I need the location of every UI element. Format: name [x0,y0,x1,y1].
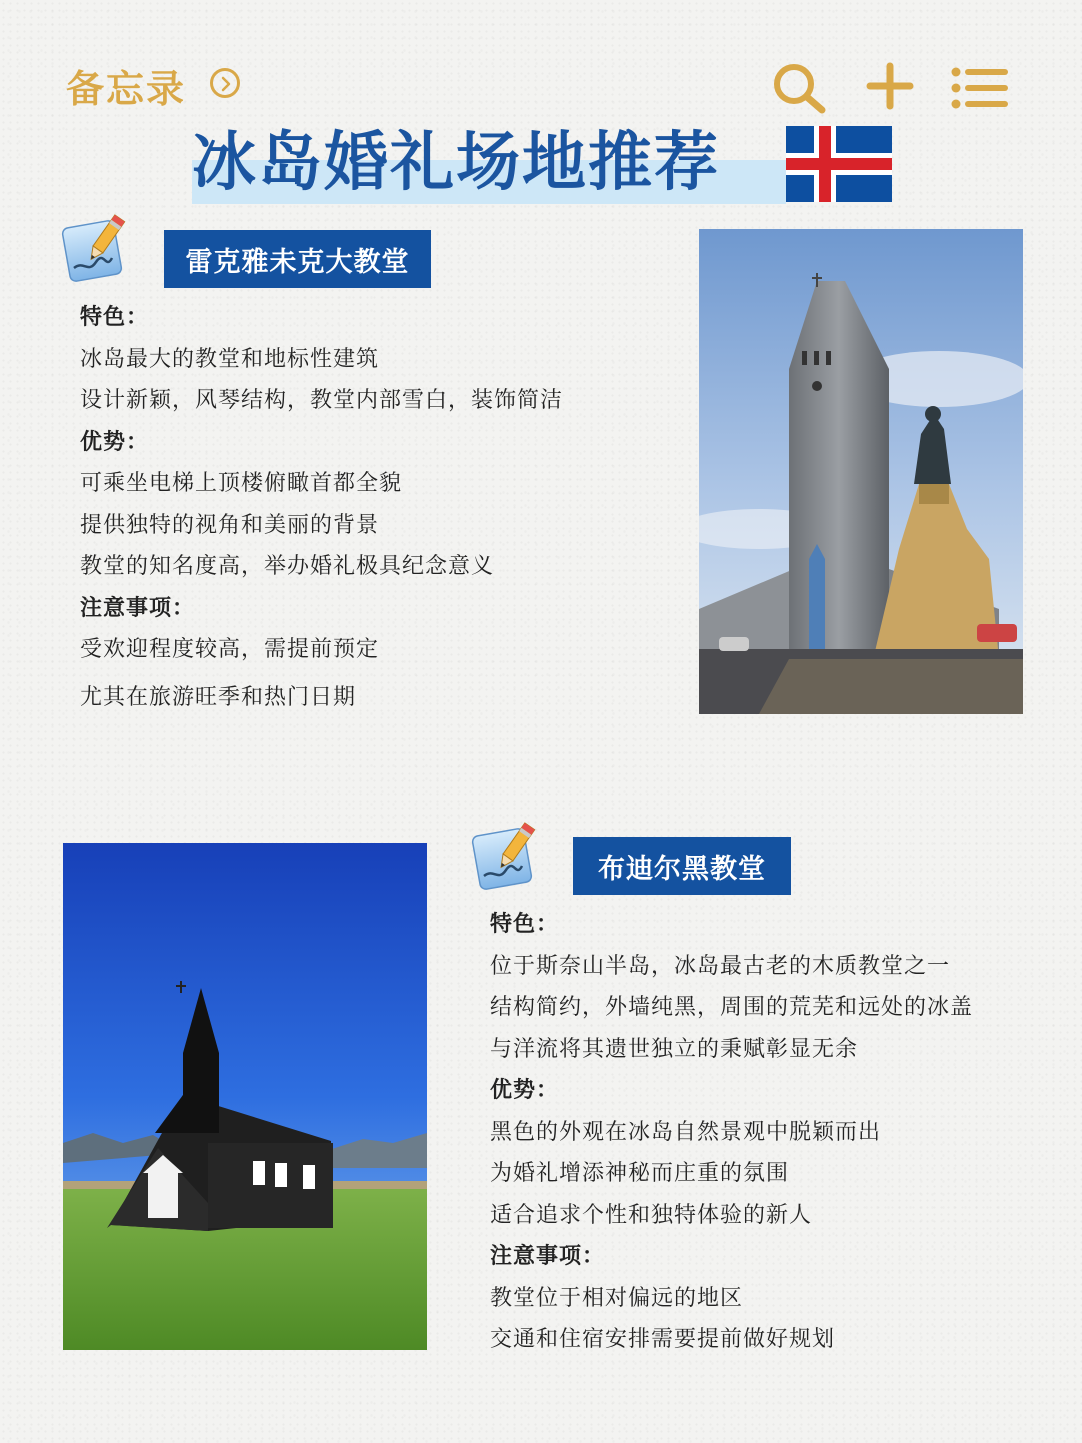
section1-text [80,297,563,718]
notes-heading: 注意事项： [80,595,196,621]
page-title: 冰岛婚礼场地推荐 [192,126,720,200]
plus-icon[interactable] [866,62,914,114]
features-heading: 特色： [80,305,150,330]
list-item: 结构简约，外墙纯黑，周围的荒芜和远处的冰盖 [490,995,974,1020]
list-item: 尤其在旅游旺季和热门日期 [80,684,357,710]
list-item: 适合追求个性和独特体验的新人 [490,1202,813,1228]
pencil-note-icon [60,212,130,282]
church-photo-hallgrimskirkja [699,229,1023,714]
features-heading: 特色： [490,912,560,937]
list-item: 教堂的知名度高，举办婚礼极具纪念意义 [80,554,495,579]
iceland-flag-icon [786,126,892,202]
list-item: 教堂位于相对偏远的地区 [490,1285,744,1311]
notes-heading: 注意事项： [490,1244,606,1269]
list-icon[interactable] [950,66,1010,114]
chevron-right-icon[interactable] [210,68,240,98]
list-item: 为婚礼增添神秘而庄重的氛围 [490,1161,790,1186]
section2-text [490,904,973,1361]
list-item: 位于斯奈山半岛，冰岛最古老的木质教堂之一 [490,953,951,979]
list-item: 可乘坐电梯上顶楼俯瞰首都全貌 [80,471,403,496]
list-item: 设计新颖，风琴结构，教堂内部雪白，装饰简洁 [80,388,564,413]
advantages-heading: 优势： [490,1078,560,1103]
section1-title: 雷克雅未克大教堂 [164,230,431,288]
search-icon[interactable] [772,62,828,118]
section2-title: 布迪尔黑教堂 [573,837,791,895]
list-item: 受欢迎程度较高，需提前预定 [80,637,380,662]
list-item: 交通和住宿安排需要提前做好规划 [490,1327,836,1352]
list-item: 黑色的外观在冰岛自然景观中脱颖而出 [490,1119,882,1145]
list-item: 提供独特的视角和美丽的背景 [80,512,380,538]
church-photo-budir [63,843,427,1350]
list-item: 冰岛最大的教堂和地标性建筑 [80,346,380,372]
advantages-heading: 优势： [80,429,150,455]
list-item: 与洋流将其遗世独立的秉赋彰显无余 [490,1036,859,1062]
pencil-note-icon [470,820,540,890]
back-label[interactable]: 备忘录 [66,67,187,111]
